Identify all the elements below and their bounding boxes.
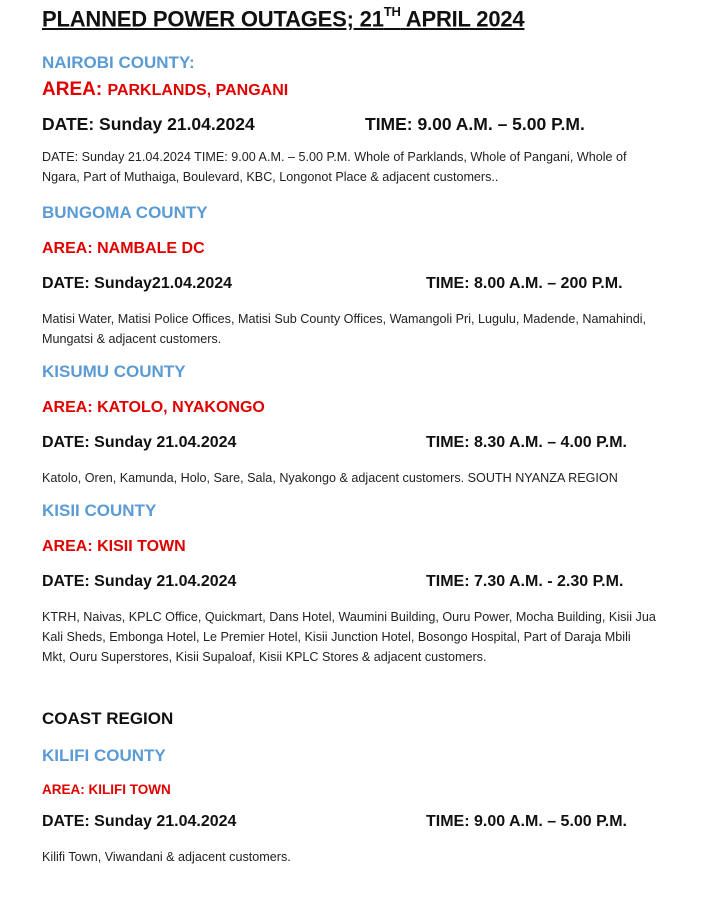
title-main: PLANNED POWER OUTAGES; 21 bbox=[42, 6, 384, 32]
description-kisii: KTRH, Naivas, KPLC Office, Quickmart, Dans Hotel, Waumini Building, Ouru Power, Mocha Building, Kisii Jua Kali Sheds, Embonga Hotel, Le Premier Hotel, Kisii Junction Hotel, Bosongo Hospital, Part of Daraja Mbili Mkt, Ouru Superstores, Kisii Supaloaf, Kisii KPLC Stores & adjacent customers. bbox=[42, 610, 656, 664]
description-nairobi: DATE: Sunday 21.04.2024 TIME: 9.00 A.M. – 5.00 P.M. Whole of Parklands, Whole of Pangani, Whole of Ngara, Part of Muthaiga, Boulevard, KBC, Longonot Place & adjacent customers.. bbox=[42, 150, 627, 184]
area-heading-kisumu: AREA: KATOLO, NYAKONGO bbox=[42, 399, 265, 416]
description-bungoma: Matisi Water, Matisi Police Offices, Matisi Sub County Offices, Wamangoli Pri, Lugulu, Madende, Namahindi, Mungatsi & adjacent customers. bbox=[42, 312, 647, 346]
description-kisumu: Katolo, Oren, Kamunda, Holo, Sare, Sala, Nyakongo & adjacent customers. SOUTH NYANZA REGION bbox=[42, 471, 618, 485]
time-nairobi: TIME: 9.00 A.M. – 5.00 P.M. bbox=[365, 114, 585, 134]
date-nairobi: DATE: Sunday 21.04.2024 bbox=[42, 114, 255, 134]
area-heading-kisii: AREA: KISII TOWN bbox=[42, 538, 186, 555]
date-bungoma: DATE: Sunday21.04.2024 bbox=[42, 275, 233, 292]
region-heading-coast: COAST REGION bbox=[42, 709, 174, 728]
date-kilifi: DATE: Sunday 21.04.2024 bbox=[42, 813, 237, 830]
county-heading-kilifi: KILIFI COUNTY bbox=[42, 746, 166, 765]
area-heading-kilifi: AREA: KILIFI TOWN bbox=[42, 782, 171, 797]
area-heading-nairobi bbox=[42, 79, 288, 101]
county-heading-nairobi: NAIROBI COUNTY: bbox=[42, 53, 195, 72]
area-heading-bungoma: AREA: NAMBALE DC bbox=[42, 240, 205, 257]
title-sup: TH bbox=[383, 4, 401, 19]
area-label: AREA: bbox=[42, 79, 108, 100]
time-bungoma: TIME: 8.00 A.M. – 200 P.M. bbox=[426, 275, 623, 292]
county-heading-bungoma: BUNGOMA COUNTY bbox=[42, 203, 208, 222]
page-title bbox=[42, 6, 524, 32]
description-kilifi: Kilifi Town, Viwandani & adjacent customers. bbox=[42, 850, 291, 864]
time-kisumu: TIME: 8.30 A.M. – 4.00 P.M. bbox=[426, 434, 627, 451]
time-kisii: TIME: 7.30 A.M. - 2.30 P.M. bbox=[426, 573, 624, 590]
date-kisumu: DATE: Sunday 21.04.2024 bbox=[42, 434, 237, 451]
county-heading-kisumu: KISUMU COUNTY bbox=[42, 362, 186, 381]
county-heading-kisii: KISII COUNTY bbox=[42, 501, 157, 520]
date-kisii: DATE: Sunday 21.04.2024 bbox=[42, 573, 237, 590]
time-kilifi: TIME: 9.00 A.M. – 5.00 P.M. bbox=[426, 813, 627, 830]
area-value: PARKLANDS, PANGANI bbox=[107, 82, 289, 99]
title-tail: APRIL 2024 bbox=[400, 6, 525, 32]
